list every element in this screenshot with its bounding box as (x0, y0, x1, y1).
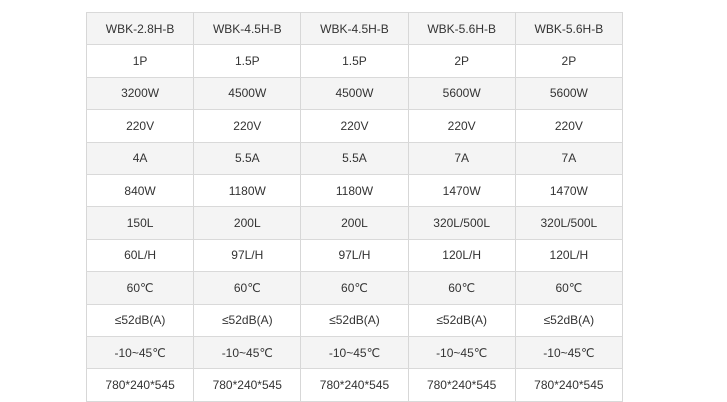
table-cell: 5600W (515, 77, 622, 109)
table-row (87, 77, 623, 109)
table-cell: 60℃ (87, 272, 194, 304)
table-row (87, 369, 623, 401)
table-cell: 220V (301, 110, 408, 142)
table-cell: -10~45℃ (194, 336, 301, 368)
table-cell: 2P (408, 45, 515, 77)
table-row (87, 174, 623, 206)
table-row (87, 45, 623, 77)
table-cell: 200L (301, 207, 408, 239)
table-cell: 7A (408, 142, 515, 174)
table-cell: 120L/H (408, 239, 515, 271)
table-row (87, 142, 623, 174)
table-cell: 5.5A (194, 142, 301, 174)
table-cell: 780*240*545 (301, 369, 408, 401)
table-cell: 2P (515, 45, 622, 77)
model-header-cell: WBK-2.8H-B (87, 13, 194, 45)
spec-table (86, 12, 623, 402)
table-cell: 97L/H (194, 239, 301, 271)
table-cell: ≤52dB(A) (194, 304, 301, 336)
table-cell: 150L (87, 207, 194, 239)
table-cell: 220V (87, 110, 194, 142)
table-cell: 200L (194, 207, 301, 239)
table-cell: ≤52dB(A) (515, 304, 622, 336)
table-cell: 220V (515, 110, 622, 142)
model-header-cell: WBK-5.6H-B (515, 13, 622, 45)
table-cell: 4500W (301, 77, 408, 109)
table-cell: -10~45℃ (515, 336, 622, 368)
table-cell: 60℃ (515, 272, 622, 304)
table-cell: 320L/500L (515, 207, 622, 239)
table-cell: 1P (87, 45, 194, 77)
table-cell: 780*240*545 (515, 369, 622, 401)
table-cell: 780*240*545 (87, 369, 194, 401)
table-cell: 1.5P (194, 45, 301, 77)
table-cell: 780*240*545 (408, 369, 515, 401)
table-cell: 840W (87, 174, 194, 206)
table-header-row (87, 13, 623, 45)
table-row (87, 272, 623, 304)
table-cell: ≤52dB(A) (408, 304, 515, 336)
table-cell: -10~45℃ (408, 336, 515, 368)
table-cell: 60L/H (87, 239, 194, 271)
table-cell: 5600W (408, 77, 515, 109)
table-cell: ≤52dB(A) (301, 304, 408, 336)
table-cell: 60℃ (194, 272, 301, 304)
table-cell: 1.5P (301, 45, 408, 77)
table-cell: 4A (87, 142, 194, 174)
table-cell: 1180W (194, 174, 301, 206)
model-header-cell: WBK-4.5H-B (194, 13, 301, 45)
table-cell: 60℃ (408, 272, 515, 304)
table-cell: -10~45℃ (301, 336, 408, 368)
model-header-cell: WBK-5.6H-B (408, 13, 515, 45)
table-cell: 3200W (87, 77, 194, 109)
table-cell: 220V (194, 110, 301, 142)
table-cell: 220V (408, 110, 515, 142)
table-cell: 780*240*545 (194, 369, 301, 401)
table-cell: 5.5A (301, 142, 408, 174)
table-cell: 4500W (194, 77, 301, 109)
table-cell: 1470W (408, 174, 515, 206)
table-cell: ≤52dB(A) (87, 304, 194, 336)
table-cell: 60℃ (301, 272, 408, 304)
table-cell: 7A (515, 142, 622, 174)
table-row (87, 336, 623, 368)
table-cell: -10~45℃ (87, 336, 194, 368)
table-row (87, 207, 623, 239)
model-header-cell: WBK-4.5H-B (301, 13, 408, 45)
table-cell: 1470W (515, 174, 622, 206)
table-row (87, 110, 623, 142)
table-cell: 1180W (301, 174, 408, 206)
table-cell: 320L/500L (408, 207, 515, 239)
table-cell: 120L/H (515, 239, 622, 271)
table-row (87, 304, 623, 336)
table-row (87, 239, 623, 271)
table-cell: 97L/H (301, 239, 408, 271)
